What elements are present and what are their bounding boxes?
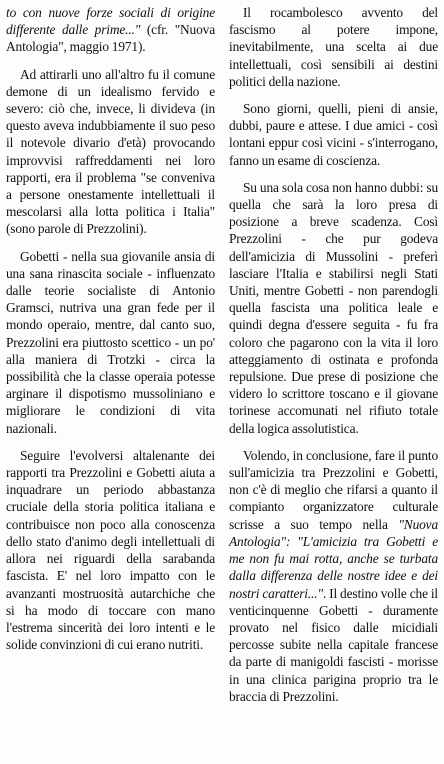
article-paragraph [6,447,215,653]
text-column-left [6,4,215,764]
paragraph-text: Ad attirarli uno all'altro fu il comune demone di un idealismo fervido e severo: ciò che, invece, li divideva (in questo aveva indubbiamente il suo peso il notevole divario d'età) provocando improvvisi raffreddamenti nei loro rapporti, era il problema "se conveniva a persone onestamente intellettuali il mescolarsi alla lotta politica i Italia" (sono parole di Prezzolini). [6,66,215,237]
paragraph-text: Sono giorni, quelli, pieni di ansie, dubbi, paure e attese. I due amici - così lontani eppur così vicini - s'interrogano, fanno un esame di coscienza. [229,101,438,168]
article-paragraph [229,100,438,169]
paragraph-text: Su una sola cosa non hanno dubbi: su quella che sarà la loro presa di posizione a breve scadenza. Così Prezzolini - che pur godeva dell'amicizia di Mussolini - preferì lasciare l'Italia e stabilirsi negli Stati Uniti, mentre Gobetti - non parendogli quella fascista una politica leale e quindi degna d'essere seguita - fu fra coloro che pagarono con la vita il loro atteggiamento di ostinata e profonda repulsione. Due prese di posizione che videro lo scrittore toscano e il giovane torinese accomunati nel rifiuto totale della logica assolutistica. [229,179,438,436]
italic-quote-text: "Nuova Antologia": "L'amicizia tra Gobetti e me non fu mai rotta, anche se turbata dalla differenza delle nostre idee e dei nostri caratteri..." [229,516,438,601]
article-paragraph [6,4,215,56]
article-paragraph [229,447,438,705]
paragraph-text: Il rocambolesco avvento del fascismo al potere impone, inevitabilmente, una scelta ai due intellettuali, così sensibili ai destini politici della nazione. [229,5,438,89]
article-paragraph [6,66,215,238]
paragraph-text: . Il destino volle che il venticinquenne Gobetti - duramente provato nel fisico dalle micidiali percosse subite nella capitale francese da parte di manigoldi fascisti - morisse in una clinica parigina proprio tra le braccia di Prezzolini. [229,585,439,704]
article-paragraph [6,248,215,437]
paragraph-text: Seguire l'evolversi altalenante dei rapporti tra Prezzolini e Gobetti aiuta a inquadrare un periodo abbastanza cruciale della storia politica italiana e contribuisce non poco alla conoscenza dello stato d'animo degli intellettuali di allora nei riguardi della sarabanda fascista. E' nel loro impatto con le avanzanti mostruosità autarchiche che si ha modo di toccare con mano l'estrema sincerità dei loro intenti e le solide convinzioni di cui erano nutriti. [6,447,215,653]
italic-quote-text: to con nuove forze sociali di origine differente dalle prime..." [6,5,215,38]
text-column-right [229,4,438,764]
article-paragraph [229,4,438,90]
paragraph-text: (cfr. "Nuova Antologia", maggio 1971). [6,22,215,55]
paragraph-text: Gobetti - nella sua giovanile ansia di una sana rinascita sociale - influenzato dalle teorie socialiste di Antonio Gramsci, nutriva una gran fede per il mondo operaio, mentre, dal canto suo, Prezzolini era piuttosto scettico - un po' alla maniera di Trotzki - circa la possibilità che la classe operaia potesse arginare il dispotismo mussoliniano e migliorare le condizioni di vita nazionali. [6,248,215,436]
paragraph-text: Volendo, in conclusione, fare il punto sull'amicizia tra Prezzolini e Gobetti, non c'è di meglio che rifarsi a quanto il compianto organizzatore culturale scrisse a suo tempo nella [229,447,438,532]
article-paragraph [229,179,438,437]
